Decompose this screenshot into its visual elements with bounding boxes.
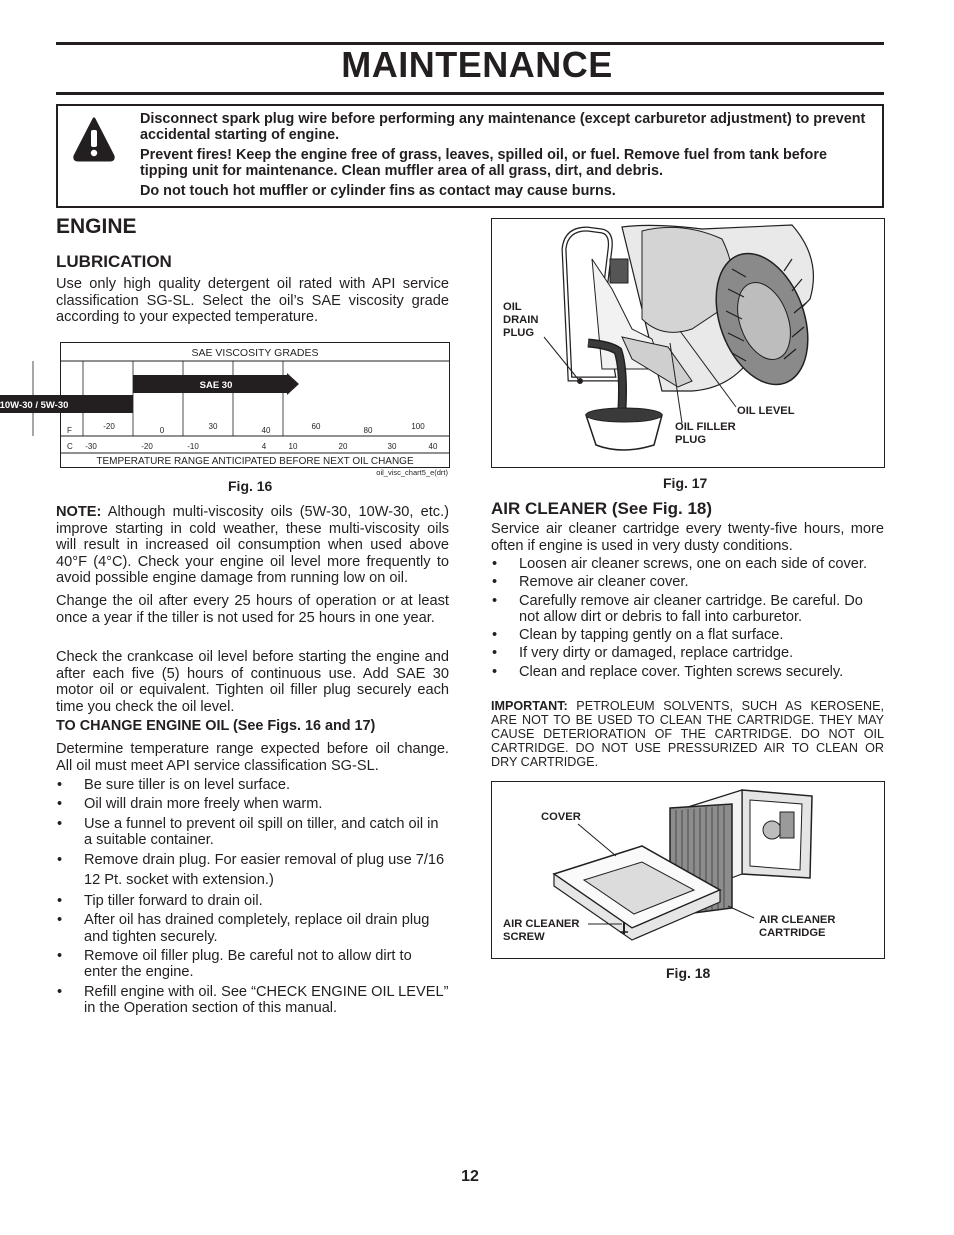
f-tick-label: 40 <box>261 426 271 435</box>
label-line: OIL FILLER <box>675 421 736 433</box>
label-cover: COVER <box>541 811 581 823</box>
important-note <box>491 699 884 769</box>
determine-text: Determine temperature range expected before oil change. All oil must meet API service classification SG-SL. <box>56 741 449 774</box>
air-cleaner-steps-list <box>491 556 884 680</box>
page-title: MAINTENANCE <box>341 44 613 85</box>
label-line: AIR CLEANER <box>759 914 836 926</box>
label-air-cleaner-screw <box>503 918 579 944</box>
oil-viscosity-chart <box>0 342 450 468</box>
page-number: 12 <box>461 1168 479 1185</box>
chart-bars <box>0 373 299 415</box>
note-text: Although multi-viscosity oils (5W-30, 10W-30, etc.) improve starting in cold weather, these multi-viscosity oils will result in increased oil consumption when used above 40°F (4°C). Check your engine oil level more frequently to avoid possible engine damage from running low on oil. <box>56 504 449 586</box>
c-tick-labels <box>85 442 438 451</box>
list-item: • Clean and replace cover. Tighten screws securely. <box>491 664 884 680</box>
list-item: • Loosen air cleaner screws, one on each side of cover. <box>491 556 884 572</box>
label-line: PLUG <box>503 327 535 339</box>
list-item: • Remove air cleaner cover. <box>491 574 884 590</box>
f-tick-label: 60 <box>311 422 321 431</box>
list-item: • Refill engine with oil. See “CHECK ENGINE OIL LEVEL” in the Operation section of this manual. <box>56 984 449 1017</box>
warning-box <box>56 104 884 208</box>
air-cleaner-intro: Service air cleaner cartridge every twenty-five hours, more often if engine is used in very dusty conditions. <box>491 521 884 554</box>
fig18-illustration <box>491 781 885 959</box>
c-axis-label: C <box>67 442 73 451</box>
list-item: • After oil has drained completely, replace oil drain plug and tighten securely. <box>56 912 449 945</box>
f-tick-label: 80 <box>363 426 373 435</box>
f-tick-label: 30 <box>208 422 218 431</box>
note-block <box>56 504 449 587</box>
chart-title: SAE VISCOSITY GRADES <box>191 347 319 359</box>
fig18-caption: Fig. 18 <box>666 965 711 981</box>
f-tick-label: 100 <box>411 422 425 431</box>
viscosity-range-label: 10W-30 / 5W-30 <box>0 400 69 411</box>
list-item: • If very dirty or damaged, replace cartridge. <box>491 645 884 661</box>
f-tick-labels <box>103 422 425 435</box>
label-oil-drain-plug <box>503 301 538 340</box>
list-item: • Be sure tiller is on level surface. <box>56 777 449 793</box>
label-line: AIR CLEANER <box>503 918 580 930</box>
lubrication-heading: LUBRICATION <box>56 252 172 271</box>
fig17-caption: Fig. 17 <box>663 475 708 491</box>
viscosity-range-label: SAE 30 <box>199 380 233 391</box>
fig17-illustration <box>491 218 885 468</box>
c-tick-label: -10 <box>187 442 199 451</box>
note-label: NOTE: <box>56 504 102 520</box>
list-item: • Remove oil filler plug. Be careful not to allow dirt to enter the engine. <box>56 948 449 981</box>
c-tick-label: 30 <box>387 442 397 451</box>
f-tick-label: -20 <box>103 422 115 431</box>
change-oil-heading: TO CHANGE ENGINE OIL (See Figs. 16 and 17) <box>56 718 376 734</box>
air-cleaner-heading: AIR CLEANER (See Fig. 18) <box>491 499 713 518</box>
warning-line-1: Disconnect spark plug wire before performing any maintenance (except carburetor adjustment) to prevent accidental starting of engine. <box>140 111 866 143</box>
lubrication-text: Use only high quality detergent oil rated with API service classification SG-SL. Select the oil’s SAE viscosity grade according to your expected temperature. <box>56 276 449 325</box>
important-text: PETROLEUM SOLVENTS, SUCH AS KEROSENE, ARE NOT TO BE USED TO CLEAN THE CARTRIDGE. THEY MAY CAUSE DETERIORATION OF THE CARTRIDGE. DO NOT OIL CARTRIDGE. DO NOT USE PRESSURIZED AIR TO CLEAN OR DRY CARTRIDGE. <box>491 699 884 769</box>
chart-code: oil_visc_chart5_e(drt) <box>376 468 448 477</box>
warning-line-3: Do not touch hot muffler or cylinder fins as contact may cause burns. <box>140 183 616 199</box>
fig16-caption: Fig. 16 <box>228 478 273 494</box>
chart-x-label: TEMPERATURE RANGE ANTICIPATED BEFORE NEXT OIL CHANGE <box>96 456 414 467</box>
label-oil-level: OIL LEVEL <box>737 405 795 417</box>
list-item: • Tip tiller forward to drain oil. <box>56 893 449 909</box>
c-tick-label: 4 <box>261 442 267 451</box>
label-line: PLUG <box>675 434 707 446</box>
list-item: • Clean by tapping gently on a flat surface. <box>491 627 884 643</box>
c-tick-label: -20 <box>141 442 153 451</box>
list-item: • Remove drain plug. For easier removal of plug use 7/16 12 Pt. socket with extension.) <box>56 851 449 890</box>
title-rule <box>56 92 884 95</box>
f-tick-label: 0 <box>159 426 165 435</box>
warning-triangle-icon <box>72 116 116 164</box>
label-line: DRAIN <box>503 314 539 326</box>
label-line: CARTRIDGE <box>759 927 826 939</box>
label-line: SCREW <box>503 931 545 943</box>
chart-svg <box>0 343 449 467</box>
list-item: • Use a funnel to prevent oil spill on tiller, and catch oil in a suitable container. <box>56 816 449 849</box>
label-line: OIL <box>503 301 522 313</box>
engine-heading: ENGINE <box>56 215 137 238</box>
c-tick-label: 10 <box>288 442 298 451</box>
c-tick-label: 40 <box>428 442 438 451</box>
label-air-cleaner-cartridge <box>759 914 835 940</box>
c-tick-label: 20 <box>338 442 348 451</box>
list-item: • Carefully remove air cleaner cartridge. Be careful. Do not allow dirt or debris to fall into carburetor. <box>491 593 884 626</box>
c-tick-label: -30 <box>85 442 97 451</box>
label-oil-filler-plug <box>675 421 736 447</box>
list-item: • Oil will drain more freely when warm. <box>56 796 449 812</box>
warning-line-2: Prevent fires! Keep the engine free of grass, leaves, spilled oil, or fuel. Remove fuel from tank before tipping unit for maintenance. Clean muffler area of all grass, dirt, and debris. <box>140 147 827 179</box>
check-level-text: Check the crankcase oil level before starting the engine and after each five (5) hours of continuous use. Add SAE 30 motor oil or equivalent. Tighten oil filler plug securely each time you check the oil level. <box>56 649 449 715</box>
f-axis-label: F <box>67 426 72 435</box>
oil-steps-list <box>56 777 449 1019</box>
important-label: IMPORTANT: <box>491 699 568 713</box>
change-oil-text: Change the oil after every 25 hours of operation or at least once a year if the tiller is not used for 25 hours in one year. <box>56 593 449 626</box>
